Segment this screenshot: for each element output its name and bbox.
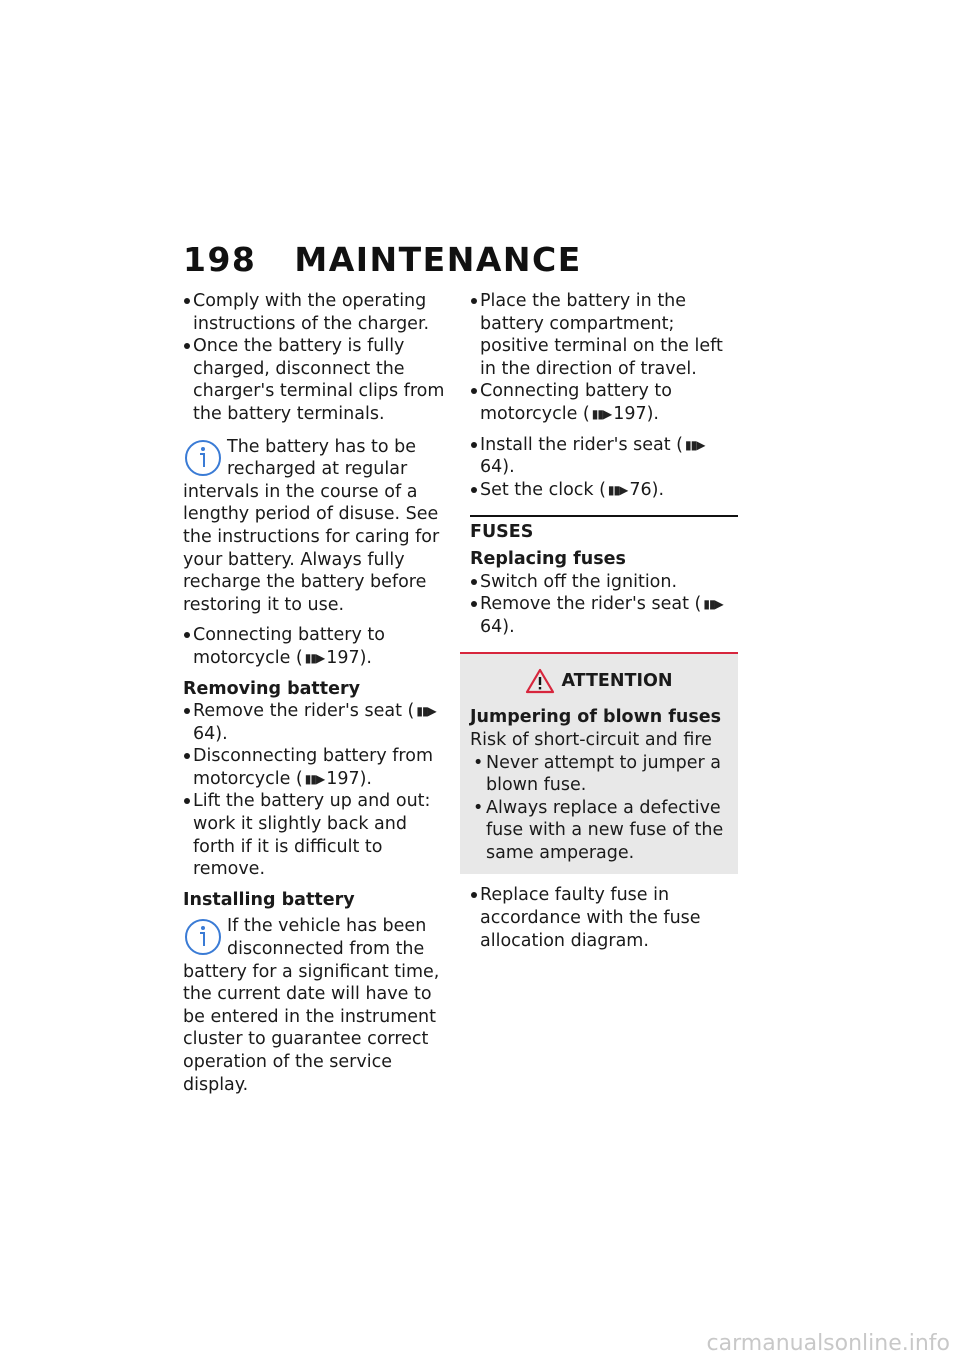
info-text: If the vehicle has been disconnected from the battery for a significant time, the current date will have to be entered in the instrument cluster to guarantee correct operation of the service display.: [183, 916, 440, 1095]
section-title: MAINTENANCE: [294, 240, 582, 279]
list-item: Lift the battery up and out: work it slightly back and forth if it is difficult to remove.: [183, 790, 451, 880]
list-item: Comply with the operating instructions of the charger.: [183, 290, 451, 335]
arrow-reference-icon: ▮▮▶: [304, 771, 325, 786]
page-header: [183, 240, 582, 279]
left-column: [183, 290, 451, 1096]
section-heading: Installing battery: [183, 889, 355, 910]
attention-box: [460, 652, 738, 874]
list-item: Install the rider's seat ( ▮▮▶64).: [470, 434, 738, 479]
attention-subtitle: Jumpering of blown fuses: [470, 707, 722, 728]
list-item: Switch off the ignition.: [470, 571, 738, 594]
right-column: [470, 290, 738, 952]
list-item: • Always replace a defective fuse with a new fuse of the same amperage.: [470, 797, 728, 865]
list-item: Place the battery in the battery compartment; positive terminal on the left in the direction of travel.: [470, 290, 738, 380]
list-item: Connecting battery to motorcycle ( ▮▮▶ 197).: [470, 380, 738, 425]
info-note: [183, 915, 451, 1096]
arrow-reference-icon: ▮▮▶: [685, 437, 705, 452]
page-number: 198: [183, 240, 257, 279]
list-item: • Never attempt to jumper a blown fuse.: [470, 752, 728, 797]
attention-risk: Risk of short-circuit and fire: [470, 729, 712, 750]
page-ref-link[interactable]: 197: [326, 647, 360, 668]
list-item: Once the battery is fully charged, disconnect the charger's terminal clips from the battery terminals.: [183, 335, 451, 425]
list-item: Remove the rider's seat ( ▮▮▶64).: [470, 593, 738, 638]
warning-triangle-icon: [525, 668, 555, 694]
page-ref-link[interactable]: 64: [193, 723, 216, 744]
section-heading: Replacing fuses: [470, 548, 626, 569]
page-ref-link[interactable]: 64: [480, 616, 503, 637]
info-icon: [183, 917, 223, 957]
info-icon: [183, 438, 223, 478]
arrow-reference-icon: ▮▮▶: [591, 406, 612, 421]
info-note: [183, 436, 451, 617]
arrow-reference-icon: ▮▮▶: [607, 482, 628, 497]
list-item: Remove the rider's seat ( ▮▮▶64).: [183, 700, 451, 745]
info-text: The battery has to be recharged at regular intervals in the course of a lengthy period of disuse. See the instructions for caring for your battery. Always fully recharge the battery before restoring it to use.: [183, 436, 440, 615]
arrow-reference-icon: ▮▮▶: [416, 704, 436, 719]
list-item: Connecting battery to motorcycle ( ▮▮▶ 197).: [183, 624, 451, 669]
page-ref-link[interactable]: 76: [629, 479, 652, 500]
list-item: Set the clock ( ▮▮▶ 76).: [470, 479, 738, 502]
list-item: Disconnecting battery from motorcycle ( ▮▮▶ 197).: [183, 745, 451, 790]
page-ref-link[interactable]: 197: [326, 768, 360, 789]
page-ref-link[interactable]: 64: [480, 457, 503, 478]
section-title: FUSES: [470, 515, 738, 544]
arrow-reference-icon: ▮▮▶: [703, 597, 723, 612]
arrow-reference-icon: ▮▮▶: [304, 650, 325, 665]
attention-title: ATTENTION: [470, 668, 728, 694]
page-ref-link[interactable]: 197: [613, 403, 647, 424]
list-item: Replace faulty fuse in accordance with the fuse allocation diagram.: [470, 884, 738, 952]
watermark: carmanualsonline.info: [706, 1331, 950, 1356]
section-heading: Removing battery: [183, 678, 361, 699]
